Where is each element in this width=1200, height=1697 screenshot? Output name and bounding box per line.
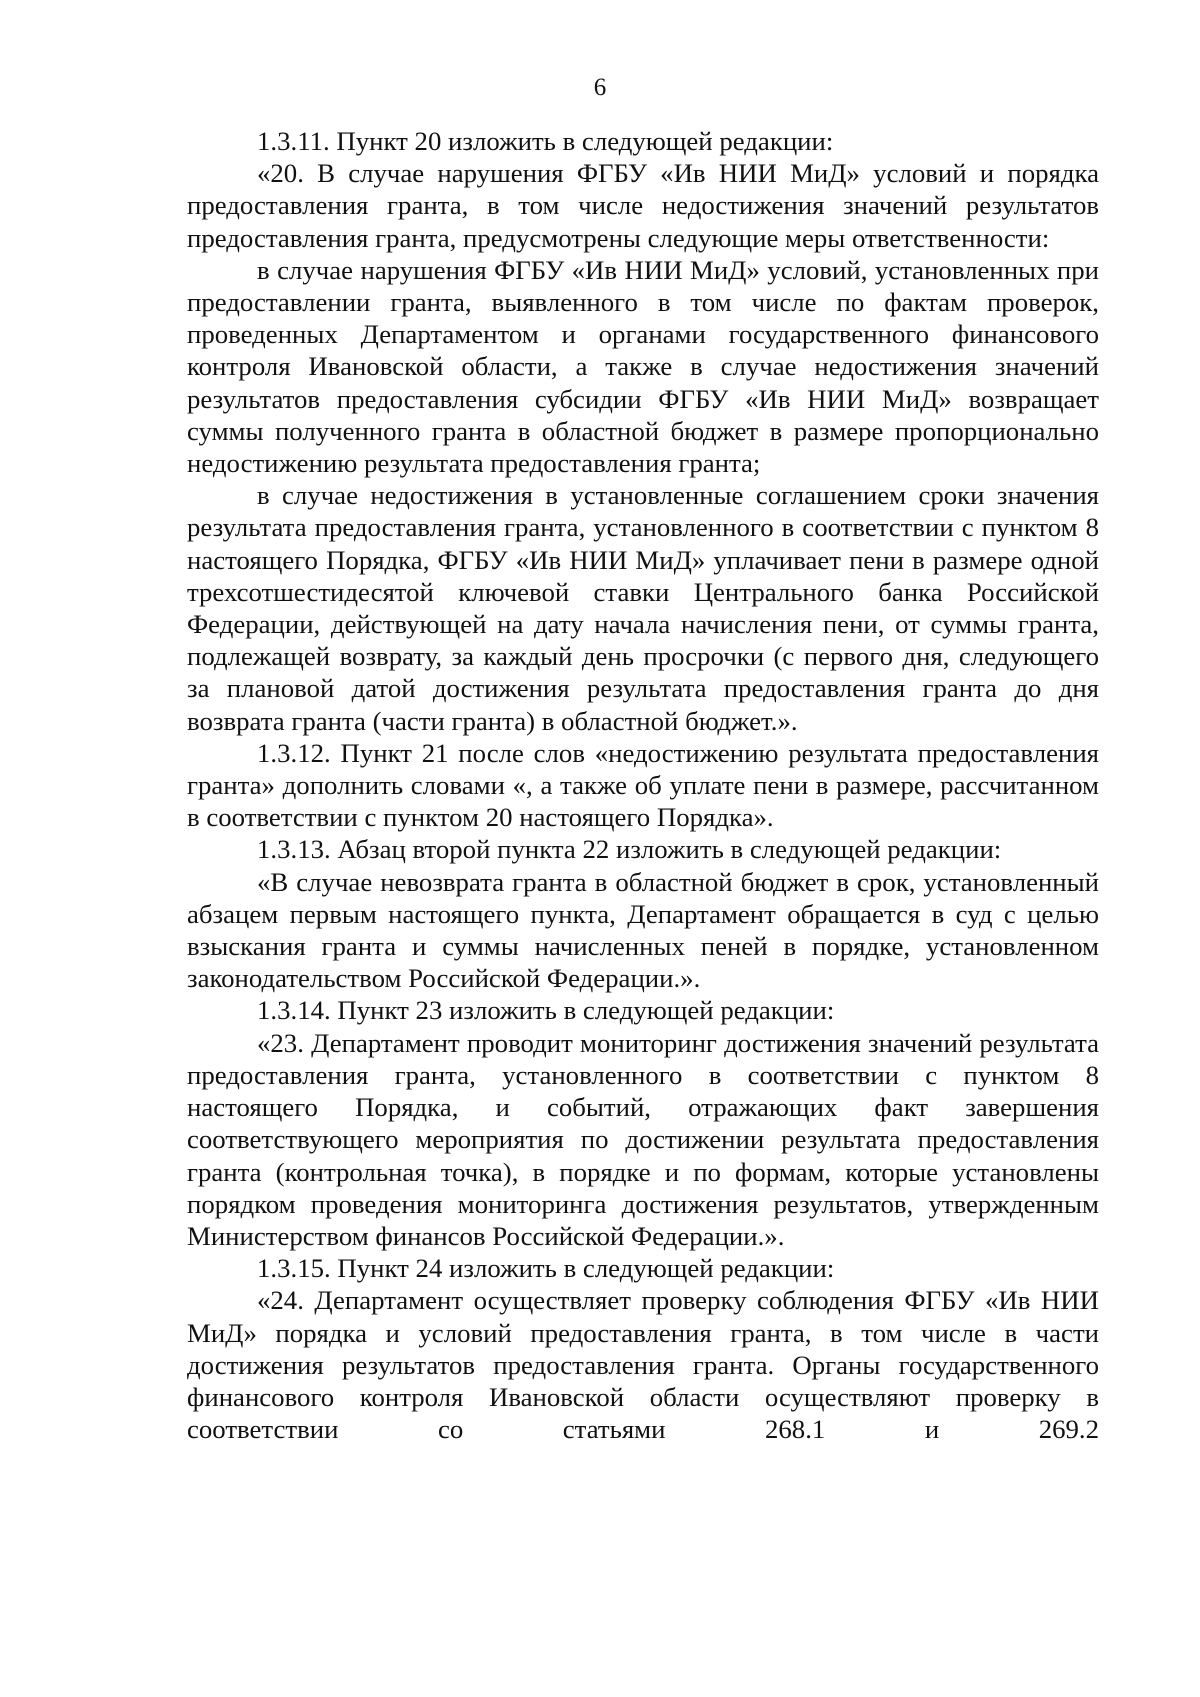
paragraph-point-20-violation: в случае нарушения ФГБУ «Ив НИИ МиД» условий, установленных при предоставлении гранта, выявленного в том числе по фактам проверок, проведенных Департаментом и органами государственного финансового контроля Ивановской области, а также в случае недостижения значений результатов предоставления субсидии ФГБУ «Ив НИИ МиД» возвращает суммы полученного гранта в областной бюджет в размере пропорционально недостижению результата предоставления гранта; (187, 254, 1099, 479)
paragraph-point-24-text: «24. Департамент осуществляет проверку соблюдения ФГБУ «Ив НИИ МиД» порядка и условий предоставления гранта, в том числе в части достижения результатов предоставления гранта. Органы государственного финансового контроля Ивановской области осуществляют проверку в соответствии со статьями 268.1 и 269.2 (187, 1285, 1099, 1445)
paragraph-1-3-11-heading: 1.3.11. Пункт 20 изложить в следующей редакции: (257, 126, 834, 156)
paragraph-point-20-penalty: в случае недостижения в установленные соглашением сроки значения результата предоставления гранта, установленного в соответствии с пунктом 8 настоящего Порядка, ФГБУ «Ив НИИ МиД» уплачивает пени в размере одной трехсотшестидесятой ключевой ставки Центрального банка Российской Федерации, действующей на дату начала начисления пени, от суммы гранта, подлежащей возврату, за каждый день просрочки (с первого дня, следующего за плановой датой достижения результата предоставления гранта до дня возврата гранта (части гранта) в областной бюджет.». (187, 480, 1099, 736)
paragraph-point-22-text: «В случае невозврата гранта в областной бюджет в срок, установленный абзацем первым настоящего пункта, Департамент обращается в суд с целью взыскания гранта и суммы начисленных пеней в порядке, установленном законодательством Российской Федерации.». (187, 866, 1099, 994)
paragraph-point-23-text: «23. Департамент проводит мониторинг достижения значений результата предоставления гранта, установленного в соответствии с пунктом 8 настоящего Порядка, и событий, отражающих факт завершения соответствующего мероприятия по достижении результата предоставления гранта (контрольная точка), в порядке и по формам, которые установлены порядком проведения мониторинга достижения результатов, утвержденным Министерством финансов Российской Федерации.». (187, 1027, 1099, 1251)
paragraph-1-3-12: 1.3.12. Пункт 21 после слов «недостижению результата предоставления гранта» дополнить словами «, а также об уплате пени в размере, рассчитанном в соответствии с пунктом 20 настоящего Порядка». (187, 737, 1099, 833)
paragraph-1-3-14-heading: 1.3.14. Пункт 23 изложить в следующей редакции: (257, 995, 835, 1026)
paragraph-1-3-13-heading: 1.3.13. Абзац второй пункта 22 изложить в следующей редакции: (257, 834, 1002, 865)
paragraph-1-3-15-heading: 1.3.15. Пункт 24 изложить в следующей редакции: (257, 1253, 835, 1284)
paragraph-point-20-intro: «20. В случае нарушения ФГБУ «Ив НИИ МиД» условий и порядка предоставления гранта, в том числе недостижения значений результатов предоставления гранта, предусмотрены следующие меры ответственности: (187, 158, 1099, 253)
page-number: 6 (593, 74, 607, 101)
document-body (187, 125, 1099, 1445)
